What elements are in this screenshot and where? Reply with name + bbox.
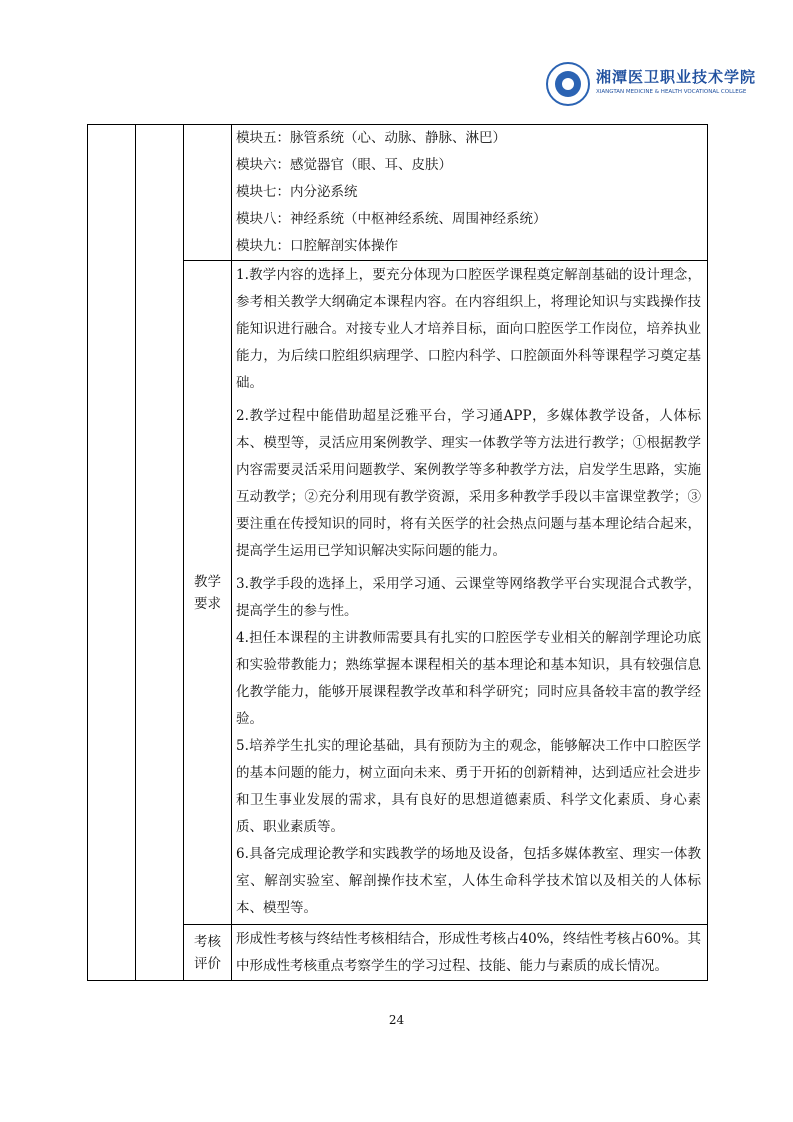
college-logo bbox=[546, 62, 757, 110]
assessment-cell bbox=[232, 925, 708, 981]
college-emblem-icon bbox=[546, 62, 590, 106]
blank-cell-3 bbox=[184, 125, 232, 261]
assessment-label: 考核评价 bbox=[184, 925, 232, 981]
teaching-requirements-cell bbox=[232, 261, 708, 925]
module-item: 模块六：感觉器官（眼、耳、皮肤） bbox=[236, 157, 452, 173]
course-table bbox=[87, 124, 708, 981]
logo-english-name: XIANGTAN MEDICINE & HEALTH VOCATIONAL COLLEGE bbox=[596, 89, 747, 95]
modules-cell bbox=[232, 125, 708, 261]
modules-row bbox=[88, 125, 708, 261]
assessment-text: 形成性考核与终结性考核相结合，形成性考核占40%，终结性考核占60%。其中形成性考核重点考察学生的学习过程、技能、能力与素质的成长情况。 bbox=[236, 931, 702, 974]
logo-chinese-name: 湘潭医卫职业技术学院 bbox=[596, 68, 757, 86]
page-number: 24 bbox=[388, 1013, 405, 1027]
blank-cell-1 bbox=[88, 125, 136, 981]
requirement-item: 3.教学手段的选择上，采用学习通、云课堂等网络教学平台实现混合式教学，提高学生的参与性。 bbox=[236, 576, 701, 619]
module-item: 模块八：神经系统（中枢神经系统、周围神经系统） bbox=[236, 211, 547, 227]
module-item: 模块七：内分泌系统 bbox=[236, 184, 358, 200]
requirement-item: 5.培养学生扎实的理论基础，具有预防为主的观念，能够解决工作中口腔医学的基本问题的能力，树立面向未来、勇于开拓的创新精神，达到适应社会进步和卫生事业发展的需求，具有良好的思想道德素质、科学文化素质、身心素质、职业素质等。 bbox=[236, 738, 701, 835]
module-item: 模块五：脉管系统（心、动脉、静脉、淋巴） bbox=[236, 130, 506, 146]
requirement-item: 1.教学内容的选择上，要充分体现为口腔医学课程奠定解剖基础的设计理念，参考相关教学大纲确定本课程内容。在内容组织上，将理论知识与实践操作技能知识进行融合。对接专业人才培养目标，面向口腔医学工作岗位，培养执业能力，为后续口腔组织病理学、口腔内科学、口腔颌面外科等课程学习奠定基础。 bbox=[236, 267, 701, 391]
module-item: 模块九：口腔解剖实体操作 bbox=[236, 238, 398, 254]
blank-cell-2 bbox=[136, 125, 184, 981]
requirement-item: 2.教学过程中能借助超星泛雅平台，学习通APP，多媒体教学设备，人体标本、模型等，灵活应用案例教学、理实一体教学等方法进行教学；①根据教学内容需要灵活采用问题教学、案例教学等多种教学方法，启发学生思路，实施互动教学；②充分利用现有教学资源，采用多种教学手段以丰富课堂教学；③要注重在传授知识的同时，将有关医学的社会热点问题与基本理论结合起来，提高学生运用已学知识解决实际问题的能力。 bbox=[236, 408, 701, 559]
requirement-item: 4.担任本课程的主讲教师需要具有扎实的口腔医学专业相关的解剖学理论功底和实验带教能力；熟练掌握本课程相关的基本理论和基本知识，具有较强信息化教学能力，能够开展课程教学改革和科学研究；同时应具备较丰富的教学经验。 bbox=[236, 630, 701, 727]
requirement-item: 6.具备完成理论教学和实践教学的场地及设备，包括多媒体教室、理实一体教室、解剖实验室、解剖操作技术室，人体生命科学技术馆以及相关的人体标本、模型等。 bbox=[236, 846, 701, 916]
teaching-requirements-label: 教学要求 bbox=[184, 261, 232, 925]
